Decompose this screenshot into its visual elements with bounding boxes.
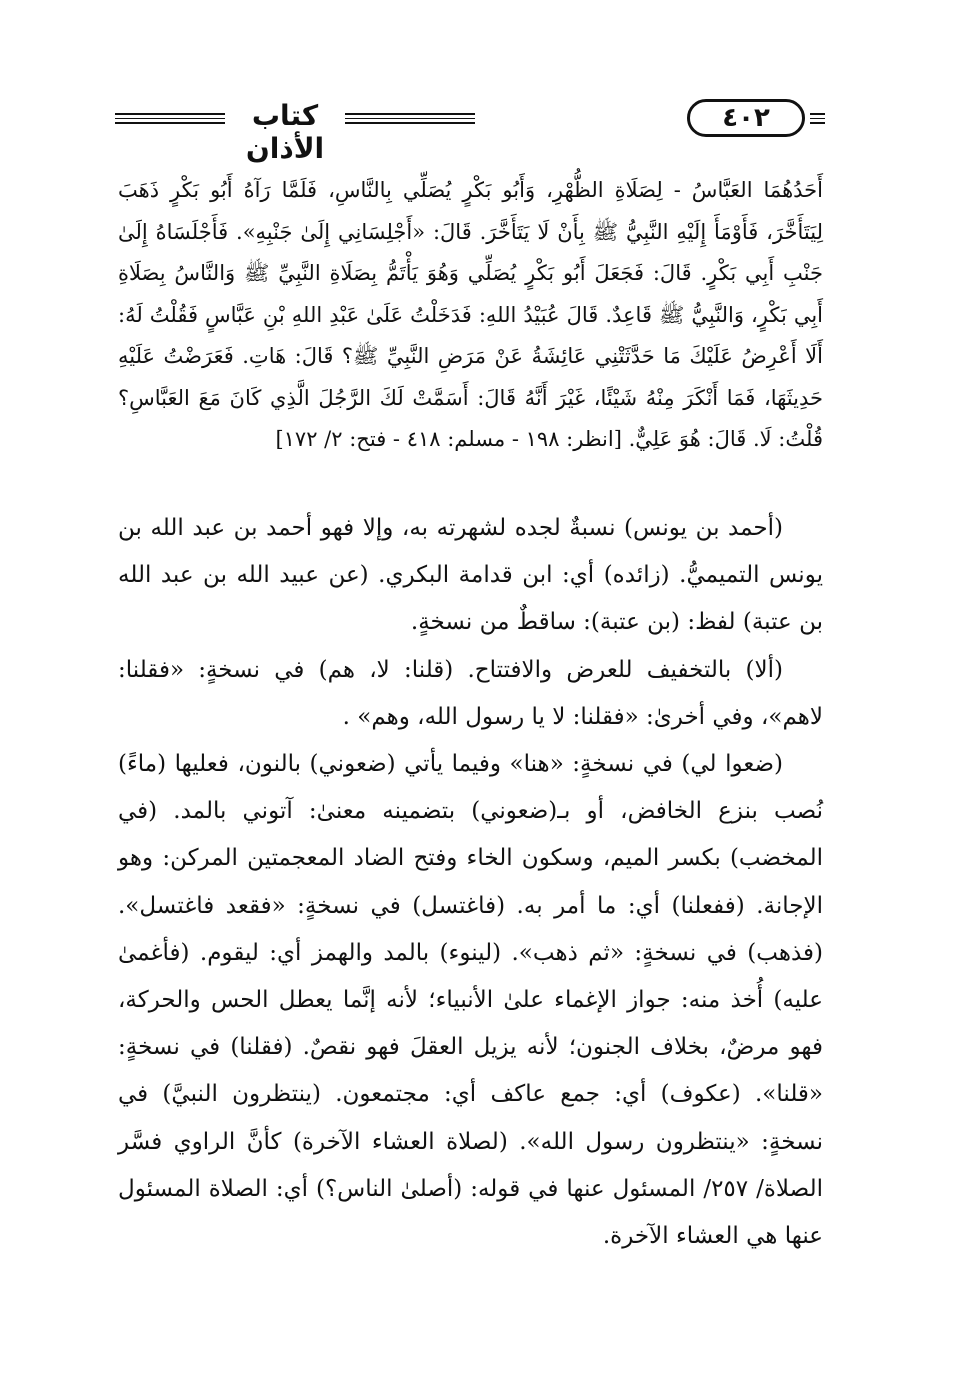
page-header (115, 95, 825, 165)
hadith-text-block (118, 170, 823, 461)
header-rule-middle (345, 113, 475, 124)
book-title: كتاب الأذان (245, 99, 325, 165)
commentary-paragraph-1: (أحمد بن يونس) نسبةٌ لجده لشهرته به، وإلا فهو أحمد بن عبد الله بن يونس التميميُّ. (زائده) أي: ابن قدامة البكري. (عن عبيد الله بن عبد الله بن عتبة) لفظ: (بن عتبة): ساقطٌ من نسخةٍ. (118, 515, 823, 636)
header-rule-left (115, 113, 225, 124)
header-rule-right (810, 113, 825, 124)
commentary-paragraph-3: (ضعوا لي) في نسخةٍ: «هنا» وفيما يأتي (ضعوني) بالنون، فعليها (ماءً) نُصب بنزع الخافض، أو بـ(ضعوني) بتضمينه معنىٰ: آتوني بالمد. (في المخضب) بكسر الميم، وسكون الخاء وفتح الضاد المعجمتين المركن: وهو الإجانة. (ففعلنا) أي: ما أمر به. (فاغتسل) في نسخةٍ: «فقعد فاغتسل». (فذهب) في نسخةٍ: «ثم ذهب». (لينوء) بالمد والهمز أي: ليقوم. (فأغمىٰ عليه) أُخذ منه: جواز الإغماء علىٰ الأنبياء؛ لأنه إنَّما يعطل الحس والحركة، فهو مرضٌ، بخلاف الجنون؛ لأنه يزيل العقلَ فهو نقصٌ. (فقلنا) في نسخةٍ: «قلنا». (عكوف) أي: جمع عاكف أي: مجتمعون. (ينتظرون النبيَّ) في نسخةٍ: «ينتظرون رسول الله». (لصلاة العشاء الآخرة) كأنَّ الراوي فسَّر الصلاة/ ٢٥٧/ المسئول عنها في قوله: (أصلىٰ الناس؟) أي: الصلاة المسئول عنها هي العشاء الآخرة. (118, 751, 824, 1250)
page-number: ٤٠٢ (687, 99, 805, 137)
commentary-block (118, 505, 823, 1260)
hadith-paragraph: أَحَدُهُمَا العَبَّاسُ - لِصَلَاةِ الظُّهْرِ، وَأَبُو بَكْرٍ يُصَلِّي بِالنَّاسِ، فَلَمَّا رَآهُ أَبُو بَكْرٍ ذَهَبَ لِيَتَأَخَّرَ، فَأَوْمَأَ إِلَيْهِ النَّبِيُّ ﷺ بِأَنْ لَا يَتَأَخَّرَ. قَالَ: «أَجْلِسَانِي إِلَىٰ جَنْبِهِ». فَأَجْلَسَاهُ إِلَىٰ جَنْبِ أَبِي بَكْرٍ. قَالَ: فَجَعَلَ أَبُو بَكْرٍ يُصَلِّي وَهُوَ يَأْتَمُّ بِصَلَاةِ النَّبِيِّ ﷺ وَالنَّاسُ بِصَلَاةِ أَبِي بَكْرٍ، وَالنَّبِيُّ ﷺ قَاعِدٌ. قَالَ عُبَيْدُ اللهِ: فَدَخَلْتُ عَلَىٰ عَبْدِ اللهِ بْنِ عَبَّاسٍ فَقُلْتُ لَهُ: أَلَا أَعْرِضُ عَلَيْكَ مَا حَدَّثَتْنِي عَائِشَةُ عَنْ مَرَضِ النَّبِيِّ ﷺ؟ قَالَ: هَاتِ. فَعَرَضْتُ عَلَيْهِ حَدِيثَهَا، فَمَا أَنْكَرَ مِنْهُ شَيْئًا، غَيْرَ أَنَّهُ قَالَ: أَسَمَّتْ لَكَ الرَّجُلَ الَّذِي كَانَ مَعَ العَبَّاسِ؟ قُلْتُ: لَا. قَالَ: هُوَ عَلِيٌّ. [انظر: ١٩٨ - مسلم: ٤١٨ - فتح: ٢/ ١٧٢] (118, 178, 823, 451)
commentary-paragraph-2: (ألا) بالتخفيف للعرض والافتتاح. (قلنا: لا، هم) في نسخةٍ: «فقلنا: لاهم»، وفي أخرىٰ: «فقلنا: لا يا رسول الله، وهم» . (118, 656, 823, 730)
